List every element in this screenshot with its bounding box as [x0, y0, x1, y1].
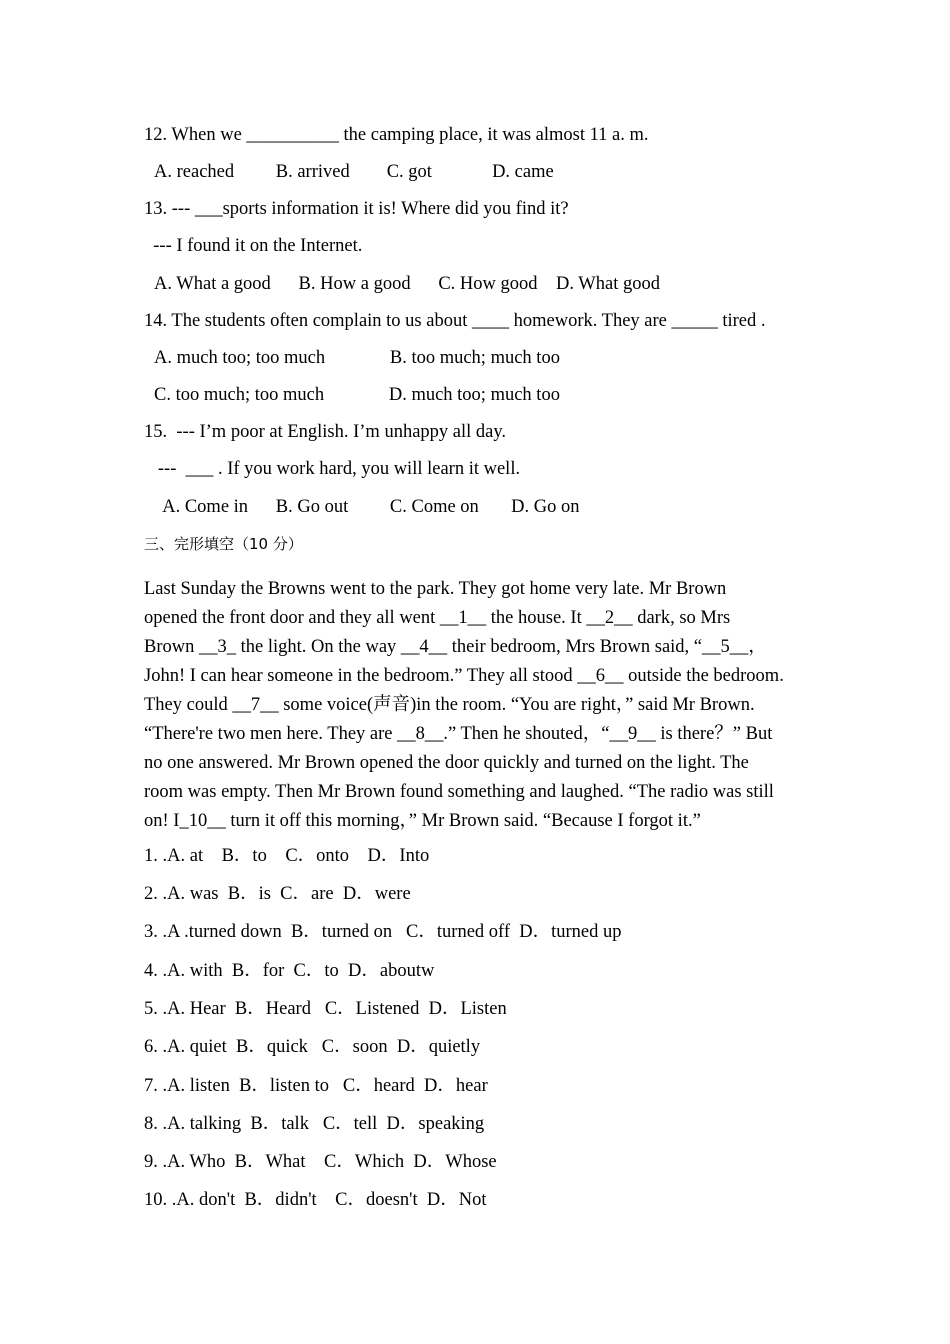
cloze-option-8: 8. .A. talking B．talk C．tell D．speaking — [144, 1114, 485, 1134]
section-title: 三、完形填空（10 分） — [144, 535, 303, 553]
cloze-option-3: 3. .A .turned down B．turned on C．turned off D．turned up — [144, 922, 622, 942]
question-14-stem: 14. The students often complain to us about ____ homework. They are _____ tired . — [144, 311, 766, 331]
cloze-option-1: 1. .A. at B．to C．onto D．Into — [144, 846, 430, 866]
question-13-options: A. What a good B. How a good C. How good D. What good — [154, 274, 660, 294]
cloze-option-7: 7. .A. listen B．listen to C．heard D．hear — [144, 1076, 488, 1096]
cloze-passage — [144, 575, 810, 836]
cloze-option-6: 6. .A. quiet B．quick C．soon D．quietly — [144, 1037, 481, 1057]
passage-line: opened the front door and they all went __1__ the house. It __2__ dark, so Mrs — [144, 608, 731, 628]
question-12-stem: 12. When we __________ the camping place, it was almost 11 a. m. — [144, 125, 649, 145]
cloze-option-5: 5. .A. Hear B．Heard C．Listened D．Listen — [144, 999, 507, 1019]
passage-line: They could __7__ some voice(声音)in the room. “You are right，” said Mr Brown. — [144, 695, 755, 715]
passage-line: Last Sunday the Browns went to the park. They got home very late. Mr Brown — [144, 579, 727, 599]
question-13-reply: --- I found it on the Internet. — [144, 236, 363, 256]
passage-line: on! I_10__ turn it off this morning，” Mr Brown said. “Because I forgot it.” — [144, 811, 701, 831]
question-13-stem: 13. --- ___sports information it is! Where did you find it? — [144, 199, 569, 219]
question-14-options-cd: C. too much; too much D. much too; much too — [154, 385, 560, 405]
cloze-option-10: 10. .A. don't B．didn't C．doesn't D．Not — [144, 1190, 487, 1210]
cloze-option-4: 4. .A. with B．for C．to D．aboutw — [144, 961, 435, 981]
question-15-reply: --- ___ . If you work hard, you will learn it well. — [144, 459, 521, 479]
cloze-option-2: 2. .A. was B．is C．are D．were — [144, 884, 411, 904]
passage-line: “There're two men here. They are __8__.” Then he shouted，“__9__ is there？” But — [144, 724, 773, 744]
passage-line: no one answered. Mr Brown opened the door quickly and turned on the light. The — [144, 753, 749, 773]
question-14-options-ab: A. much too; too much B. too much; much too — [154, 348, 560, 368]
cloze-option-9: 9. .A. Who B．What C．Which D．Whose — [144, 1152, 497, 1172]
passage-line: Brown __3_ the light. On the way __4__ their bedroom, Mrs Brown said, “__5__， — [144, 637, 767, 657]
passage-line: room was empty. Then Mr Brown found something and laughed. “The radio was still — [144, 782, 774, 802]
question-15-options: A. Come in B. Go out C. Come on D. Go on — [154, 497, 580, 517]
question-12-options: A. reached B. arrived C. got D. came — [154, 162, 554, 182]
question-15-stem: 15. --- I’m poor at English. I’m unhappy all day. — [144, 422, 507, 442]
passage-line: John! I can hear someone in the bedroom.” They all stood __6__ outside the bedroom. — [144, 666, 784, 686]
